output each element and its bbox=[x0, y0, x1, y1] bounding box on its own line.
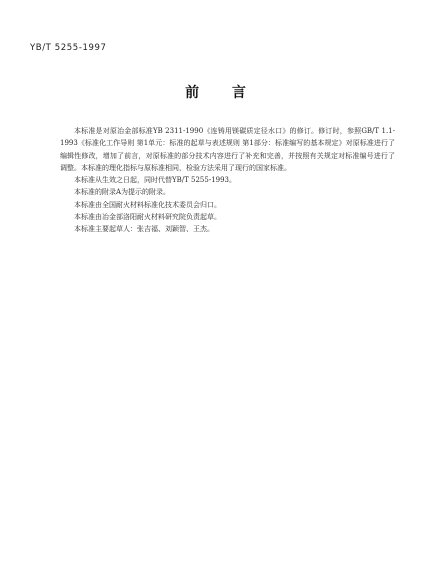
paragraph-responsible-committee: 本标准由全国耐火材料标准化技术委员会归口。 bbox=[74, 200, 221, 209]
paragraph-drafting-unit: 本标准由冶金部洛阳耐火材料研究院负责起草。 bbox=[74, 213, 221, 222]
page-title: 前 言 bbox=[185, 85, 260, 101]
standard-code: YB/T 5255-1997 bbox=[30, 43, 107, 53]
paragraph-supersession: 本标准从生效之日起，同时代替YB/T 5255-1993。 bbox=[74, 176, 237, 185]
intro-paragraph: 本标准是对原冶金部标准YB 2311-1990《连铸用镁碳质定径水口》的修订。修订时，参照GB/T 1.1-1993《标准化工作导则 第1单元：标准的起草与表述规则 第1部分：标准编写的基本规定》对原标准进行了编辑性修改，增加了前言，对原标准的部分技术内容进行了补充和完善，并按照有关规定对标准编号进行了调整。本标准的理化指标与原标准相同，检验方法采用了现行的国家标准。 bbox=[60, 127, 395, 172]
document-body bbox=[60, 125, 395, 236]
paragraph-appendix: 本标准的附录A为提示的附录。 bbox=[74, 188, 171, 197]
paragraph-drafters: 本标准主要起草人：张吉福、刘颖智、王杰。 bbox=[74, 225, 214, 234]
